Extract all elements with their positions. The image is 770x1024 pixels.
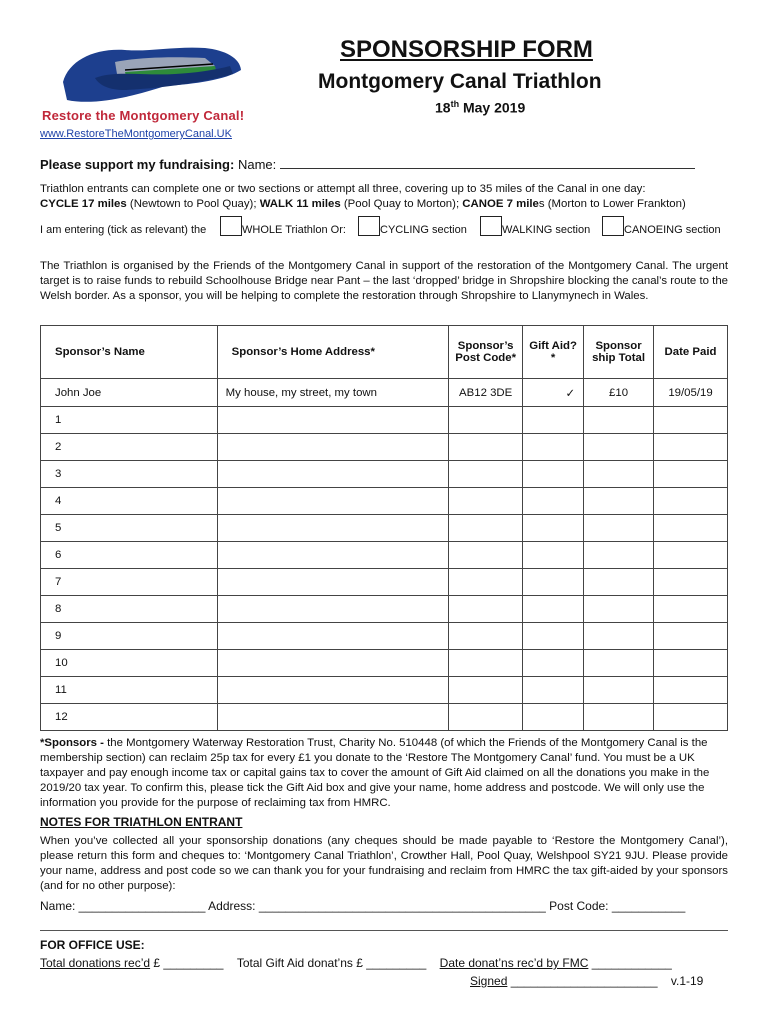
- sponsor-entry-cell[interactable]: [523, 650, 584, 677]
- row-number-cell[interactable]: 8: [41, 596, 218, 623]
- sponsor-entry-cell[interactable]: [584, 515, 654, 542]
- sponsor-entry-cell[interactable]: [523, 596, 584, 623]
- sponsor-entry-cell[interactable]: [654, 623, 728, 650]
- signed-field[interactable]: ______________________: [507, 974, 658, 988]
- row-number-cell[interactable]: 11: [41, 677, 218, 704]
- row-number-cell[interactable]: 4: [41, 488, 218, 515]
- sponsor-entry-cell[interactable]: [217, 407, 449, 434]
- sponsor-entry-cell[interactable]: [654, 488, 728, 515]
- sponsor-entry-cell[interactable]: [217, 569, 449, 596]
- walking-label: WALKING section: [502, 224, 591, 236]
- support-label: Please support my fundraising:: [40, 157, 235, 172]
- office-use-heading: FOR OFFICE USE:: [40, 938, 145, 952]
- sponsor-entry-cell[interactable]: [217, 677, 449, 704]
- sponsor-entry-cell[interactable]: [449, 704, 523, 731]
- table-row: [41, 515, 728, 542]
- sponsor-entry-cell[interactable]: [217, 515, 449, 542]
- sponsor-entry-cell[interactable]: [654, 542, 728, 569]
- sponsor-entry-cell[interactable]: [654, 569, 728, 596]
- sponsor-entry-cell[interactable]: [217, 434, 449, 461]
- sample-name: John Joe: [41, 379, 218, 407]
- sponsor-entry-cell[interactable]: [584, 677, 654, 704]
- canoeing-label: CANOEING section: [624, 224, 721, 236]
- sponsor-entry-cell[interactable]: [654, 596, 728, 623]
- row-number-cell[interactable]: 12: [41, 704, 218, 731]
- sponsor-entry-cell[interactable]: [654, 704, 728, 731]
- canal-logo: [55, 40, 245, 110]
- date-received-field[interactable]: ____________: [588, 956, 672, 970]
- col-date-paid: Date Paid: [654, 326, 728, 379]
- sponsor-entry-cell[interactable]: [584, 623, 654, 650]
- version-label: v.1-19: [670, 974, 704, 988]
- sponsor-entry-cell[interactable]: [523, 407, 584, 434]
- sponsor-entry-cell[interactable]: [217, 704, 449, 731]
- sponsor-entry-cell[interactable]: [654, 650, 728, 677]
- row-number-cell[interactable]: 6: [41, 542, 218, 569]
- sponsor-entry-cell[interactable]: [217, 542, 449, 569]
- sponsor-entry-cell[interactable]: [523, 542, 584, 569]
- table-row: [41, 434, 728, 461]
- sponsor-entry-cell[interactable]: [449, 488, 523, 515]
- intro-text: Triathlon entrants can complete one or two sections or attempt all three, covering up to 35 miles of the Canal in one day: CYCLE 17 miles (Newtown to Pool Quay); WALK 11 miles (Pool Quay to Morton); CANOE 7 miles (Morton to Lower Frankton): [40, 183, 686, 210]
- table-row: [41, 461, 728, 488]
- website-link[interactable]: www.RestoreTheMontgomeryCanal.UK: [40, 128, 232, 140]
- col-post-code: Sponsor’s Post Code*: [449, 326, 523, 379]
- sponsor-entry-cell[interactable]: [523, 623, 584, 650]
- col-gift-aid: Gift Aid?*: [523, 326, 584, 379]
- col-sponsorship-total: Sponsor ship Total: [584, 326, 654, 379]
- sample-total: £10: [584, 379, 654, 407]
- name-label: Name:: [237, 157, 277, 172]
- notes-heading: NOTES FOR TRIATHLON ENTRANT: [40, 815, 243, 829]
- sponsor-entry-cell[interactable]: [584, 434, 654, 461]
- col-sponsor-name: Sponsor’s Name: [41, 326, 218, 379]
- total-donations-field[interactable]: £ _________: [150, 956, 224, 970]
- sample-address: My house, my street, my town: [217, 379, 449, 407]
- total-giftaid-label: Total Gift Aid donat’ns: [236, 956, 353, 970]
- sponsor-entry-cell[interactable]: [584, 488, 654, 515]
- whole-triathlon-checkbox[interactable]: [220, 216, 242, 236]
- table-row: [41, 488, 728, 515]
- sample-date: 19/05/19: [654, 379, 728, 407]
- office-signed-line: [470, 974, 703, 988]
- page-title: SPONSORSHIP FORM: [340, 36, 593, 63]
- office-totals-line: [40, 956, 672, 970]
- sponsor-entry-cell[interactable]: [449, 650, 523, 677]
- date-received-label: Date donat’ns rec’d by FMC: [439, 956, 589, 970]
- col-home-address: Sponsor’s Home Address*: [217, 326, 449, 379]
- row-number-cell[interactable]: 1: [41, 407, 218, 434]
- event-date: 18th May 2019: [435, 99, 526, 116]
- total-donations-label: Total donations rec’d: [40, 956, 151, 970]
- row-number-cell[interactable]: 10: [41, 650, 218, 677]
- event-name: Montgomery Canal Triathlon: [318, 70, 602, 93]
- table-row: [41, 623, 728, 650]
- sponsor-entry-cell[interactable]: [523, 569, 584, 596]
- sponsor-entry-cell[interactable]: [449, 623, 523, 650]
- sponsor-entry-cell[interactable]: [217, 623, 449, 650]
- sponsor-entry-cell[interactable]: [584, 704, 654, 731]
- table-row: [41, 569, 728, 596]
- sponsor-entry-cell[interactable]: [449, 515, 523, 542]
- table-row: [41, 407, 728, 434]
- sponsor-entry-cell[interactable]: [584, 542, 654, 569]
- table-row: [41, 704, 728, 731]
- sample-postcode: AB12 3DE: [449, 379, 523, 407]
- support-line: [40, 156, 695, 172]
- whole-triathlon-label: WHOLE Triathlon Or:: [242, 224, 346, 236]
- sponsor-entry-cell[interactable]: [449, 434, 523, 461]
- sponsor-entry-cell[interactable]: [584, 461, 654, 488]
- row-number-cell[interactable]: 3: [41, 461, 218, 488]
- divider: [40, 930, 728, 931]
- signed-label: Signed: [470, 974, 508, 988]
- entrant-contact-fields[interactable]: Name: ___________________ Address: ___________________________________________ Post Code: ___________: [40, 899, 686, 913]
- sponsor-entry-cell[interactable]: [584, 596, 654, 623]
- logo-caption: Restore the Montgomery Canal!: [42, 108, 245, 123]
- sponsor-entry-cell[interactable]: [654, 434, 728, 461]
- table-row: [41, 677, 728, 704]
- organiser-paragraph: The Triathlon is organised by the Friends of the Montgomery Canal in support of the restoration of the Montgomery Canal. The urgent target is to raise funds to rebuild Schoolhouse Bridge near Pant – the last ‘dropped’ bridge in Shropshire blocking the canal’s route to the Welsh border. As a sponsor, you will be helping to complete the restoration through Shropshire to Llanymynech in Wales.: [40, 260, 728, 302]
- sponsor-entry-cell[interactable]: [584, 569, 654, 596]
- canoeing-checkbox[interactable]: [602, 216, 624, 236]
- sponsor-entry-cell[interactable]: [654, 677, 728, 704]
- total-giftaid-field[interactable]: £ _________: [352, 956, 427, 970]
- sponsor-entry-cell[interactable]: [654, 461, 728, 488]
- table-row: [41, 542, 728, 569]
- sponsor-entry-cell[interactable]: [449, 407, 523, 434]
- cycling-checkbox[interactable]: [358, 216, 380, 236]
- sponsor-entry-cell[interactable]: [217, 461, 449, 488]
- row-number-cell[interactable]: 9: [41, 623, 218, 650]
- row-number-cell[interactable]: 7: [41, 569, 218, 596]
- sponsor-entry-cell[interactable]: [523, 461, 584, 488]
- cycling-label: CYCLING section: [380, 224, 467, 236]
- gift-aid-note: *Sponsors - the Montgomery Waterway Restoration Trust, Charity No. 510448 (of which the Friends of the Montgomery Canal is the membership section) can reclaim 25p tax for every £1 you donate to the ‘Restore The Montgomery Canal’ fund. You must be a UK taxpayer and pay enough income tax or capital gains tax to cover the amount of Gift Aid claimed on all the donations you make in the 2019/20 tax year. To confirm this, please tick the Gift Aid box and give your name, home address and postcode. We will only use the information you provide for the purpose of reclaiming tax from HMRC.: [40, 737, 710, 809]
- sponsor-entry-cell[interactable]: [654, 515, 728, 542]
- sponsor-entry-cell[interactable]: [449, 461, 523, 488]
- sponsor-entry-cell[interactable]: [523, 434, 584, 461]
- sponsor-table: [40, 325, 728, 731]
- notes-text: When you’ve collected all your sponsorship donations (any cheques should be made payable to ‘Restore the Montgomery Canal’), please return this form and cheques to: ‘Montgomery Canal Triathlon’, Crowther Hall, Pool Quay, Welshpool SY21 9JU. Please provide your name, address and post code so we can thank you for your fundraising and reclaim from HMRC the tax gift-aided by your sponsors (and for no other purpose):: [40, 835, 728, 892]
- sponsor-entry-cell[interactable]: [523, 704, 584, 731]
- sponsor-entry-cell[interactable]: [584, 650, 654, 677]
- entry-options: [40, 220, 730, 240]
- table-row: [41, 650, 728, 677]
- sponsor-entry-cell[interactable]: [584, 407, 654, 434]
- sponsor-entry-cell[interactable]: [523, 515, 584, 542]
- walking-checkbox[interactable]: [480, 216, 502, 236]
- sponsor-entry-cell[interactable]: [449, 596, 523, 623]
- sponsor-entry-cell[interactable]: [217, 488, 449, 515]
- sponsor-entry-cell[interactable]: [217, 650, 449, 677]
- sponsor-entry-cell[interactable]: [523, 677, 584, 704]
- sponsor-entry-cell[interactable]: [449, 569, 523, 596]
- row-number-cell[interactable]: 2: [41, 434, 218, 461]
- row-number-cell[interactable]: 5: [41, 515, 218, 542]
- sponsor-entry-cell[interactable]: [449, 542, 523, 569]
- sponsor-entry-cell[interactable]: [523, 488, 584, 515]
- fundraiser-name-field[interactable]: [280, 156, 695, 169]
- entering-label: I am entering (tick as relevant) the: [40, 224, 207, 236]
- table-row: [41, 596, 728, 623]
- sample-giftaid-tick: ✓: [523, 379, 584, 407]
- sponsor-entry-cell[interactable]: [654, 407, 728, 434]
- sponsor-entry-cell[interactable]: [217, 596, 449, 623]
- sponsor-entry-cell[interactable]: [449, 677, 523, 704]
- table-header-row: [41, 326, 728, 379]
- sample-row: [41, 379, 728, 407]
